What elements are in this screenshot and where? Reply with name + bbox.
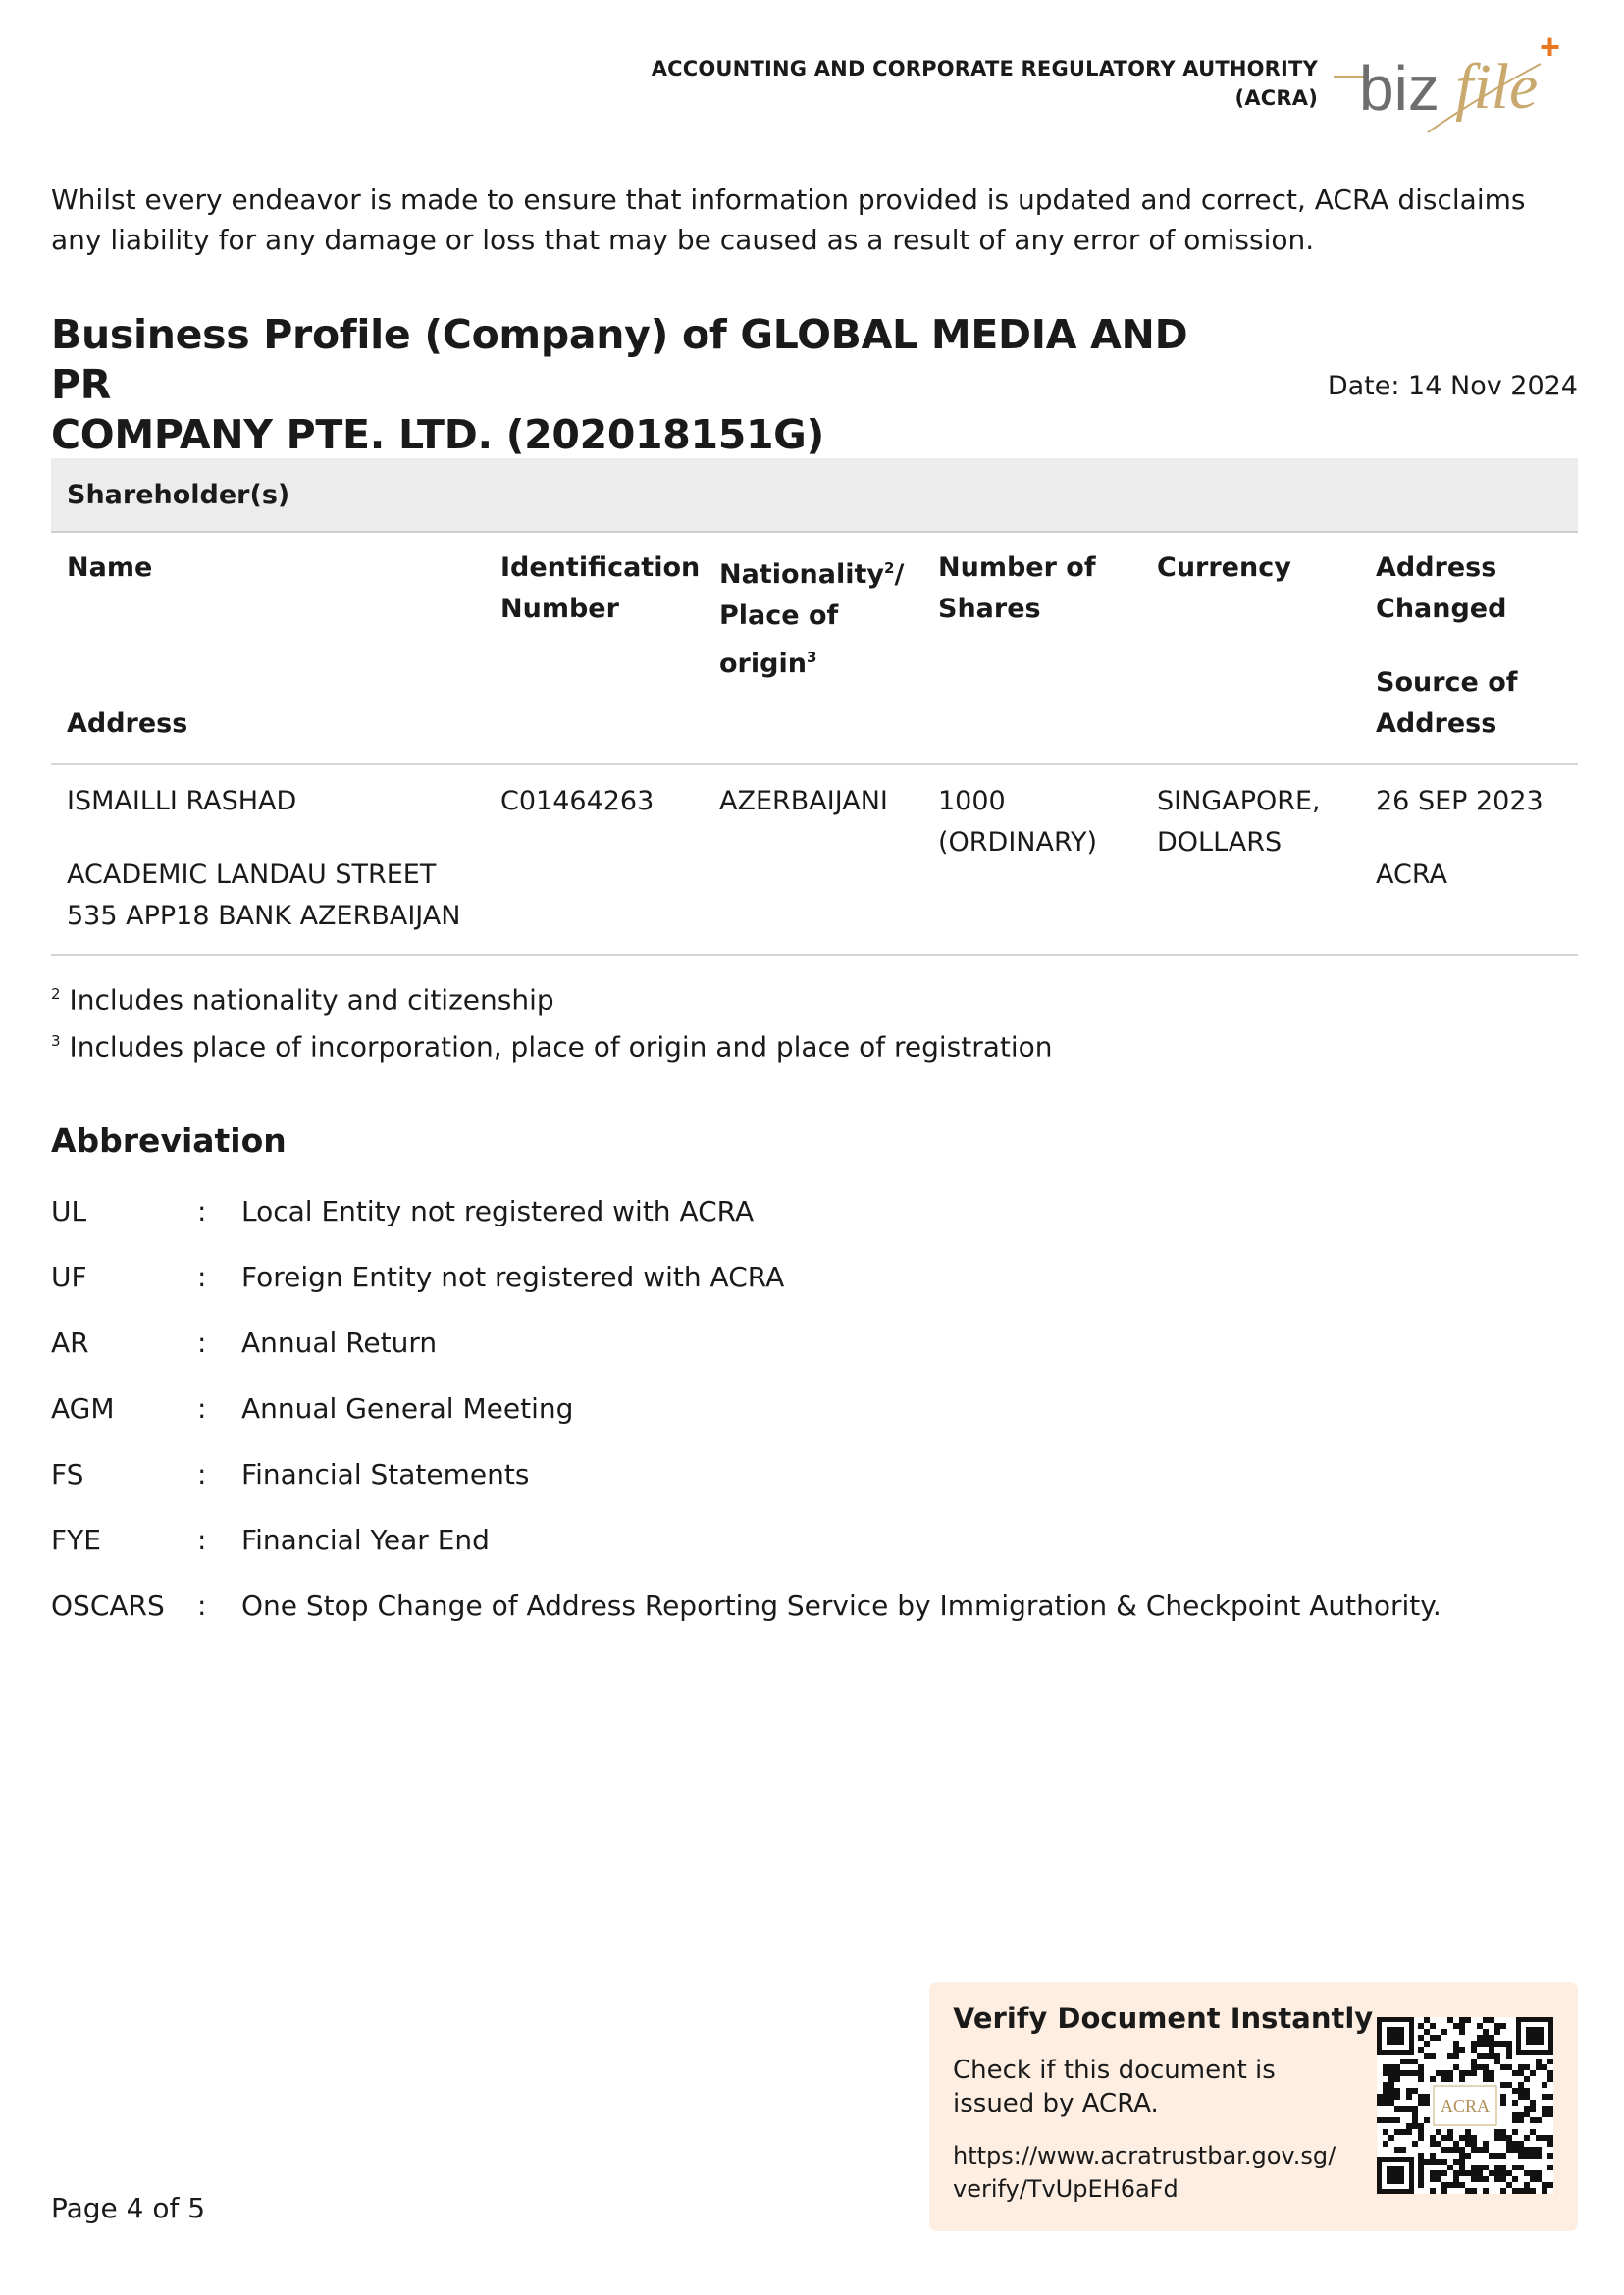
header-source-of-address [1376, 662, 1518, 745]
header-nat-line-3: origin [719, 649, 807, 679]
header-addr-changed-line-1: Address [1376, 552, 1497, 583]
header-nat-line-1: Nationality [719, 559, 884, 590]
authority-name [652, 54, 1318, 113]
abbreviation-code: OSCARS [51, 1590, 165, 1622]
footnote-mark-2: 2 [884, 559, 895, 577]
abbreviation-colon: : [197, 1195, 207, 1227]
header-id-line-2: Number [500, 594, 619, 624]
abbreviation-description: Local Entity not registered with ACRA [241, 1195, 755, 1227]
abbreviation-description: Annual General Meeting [241, 1392, 574, 1425]
shareholder-address-line-1: ACADEMIC LANDAU STREET [67, 860, 437, 890]
shareholder-currency [1157, 781, 1321, 863]
title-line-2: COMPANY PTE. LTD. (202018151G) [51, 411, 824, 458]
shareholder-currency-line-2: DOLLARS [1157, 827, 1283, 858]
verify-title: Verify Document Instantly [953, 2002, 1374, 2035]
page-number: Page 4 of 5 [51, 2192, 206, 2224]
footnote-2-text: Includes nationality and citizenship [69, 983, 554, 1017]
abbreviation-colon: : [197, 1392, 207, 1425]
shareholder-address-line-2: 535 APP18 BANK AZERBAIJAN [67, 901, 461, 931]
shareholder-address [67, 855, 460, 937]
abbreviation-code: FYE [51, 1524, 101, 1556]
abbreviation-code: FS [51, 1458, 84, 1490]
header-id-line-1: Identification [500, 552, 701, 583]
header-source-line-1: Source of [1376, 667, 1518, 698]
shareholder-currency-line-1: SINGAPORE, [1157, 786, 1321, 816]
header-addr-changed-line-2: Changed [1376, 594, 1507, 624]
header-nat-slash: / [894, 559, 905, 590]
header-currency: Currency [1157, 552, 1291, 583]
shareholder-id-number: C01464263 [500, 786, 655, 816]
verify-url-link[interactable]: https://www.acratrustbar.gov.sg/verify/TvUpEH6aFd [953, 2142, 1336, 2203]
abbreviation-code: AGM [51, 1392, 115, 1425]
abbreviation-colon: : [197, 1458, 207, 1490]
footnote-mark-3: 3 [806, 649, 817, 666]
footnote-3-mark: 3 [51, 1032, 61, 1051]
authority-line-2: (ACRA) [1234, 86, 1318, 110]
svg-text:file: file [1455, 51, 1539, 123]
footnote-2-mark: 2 [51, 985, 61, 1003]
shareholder-shares-line-1: 1000 [938, 786, 1006, 816]
verify-document-panel [929, 1982, 1578, 2231]
authority-line-1: ACCOUNTING AND CORPORATE REGULATORY AUTHORITY [651, 57, 1318, 80]
header-shares-line-1: Number of [938, 552, 1096, 583]
footnote-3-text: Includes place of incorporation, place of origin and place of registration [69, 1030, 1053, 1064]
abbreviation-description: Financial Statements [241, 1458, 530, 1490]
header-identification-number [500, 548, 700, 630]
bizfile-logo [1330, 29, 1565, 137]
abbreviation-code: AR [51, 1327, 89, 1359]
header-address-changed [1376, 548, 1506, 630]
abbreviation-description: Foreign Entity not registered with ACRA [241, 1261, 785, 1293]
footnote-2 [51, 973, 1053, 1020]
header-source-line-2: Address [1376, 708, 1497, 739]
qr-badge-text: ACRA [1440, 2096, 1491, 2115]
shareholder-shares [938, 781, 1097, 863]
footnote-3 [51, 1020, 1053, 1068]
title-line-1: Business Profile (Company) of GLOBAL MEDIA AND PR [51, 311, 1188, 408]
header-number-of-shares [938, 548, 1096, 630]
abbreviation-description: One Stop Change of Address Reporting Service by Immigration & Checkpoint Authority. [241, 1590, 1441, 1622]
footnotes [51, 973, 1053, 1069]
table-bottom-divider [51, 954, 1578, 956]
abbreviation-colon: : [197, 1327, 207, 1359]
shareholder-name: ISMAILLI RASHAD [67, 786, 297, 816]
document-date: Date: 14 Nov 2024 [1327, 371, 1578, 401]
svg-text:biz: biz [1359, 53, 1440, 124]
shareholders-section-title: Shareholder(s) [51, 458, 1578, 533]
abbreviation-colon: : [197, 1524, 207, 1556]
abbreviation-description: Financial Year End [241, 1524, 490, 1556]
header-shares-line-2: Shares [938, 594, 1041, 624]
header-nat-line-2: Place of [719, 600, 839, 631]
header-name: Name [67, 552, 153, 583]
abbreviation-colon: : [197, 1590, 207, 1622]
shareholder-shares-line-2: (ORDINARY) [938, 827, 1098, 858]
shareholder-address-changed: 26 SEP 2023 [1376, 786, 1544, 816]
shareholder-source-of-address: ACRA [1376, 860, 1447, 890]
abbreviation-colon: : [197, 1261, 207, 1293]
qr-code-icon[interactable] [1377, 2017, 1553, 2194]
abbreviation-title: Abbreviation [51, 1121, 287, 1160]
header-address: Address [67, 708, 188, 739]
abbreviation-description: Annual Return [241, 1327, 438, 1359]
svg-text:+: + [1540, 29, 1561, 67]
page-title [51, 310, 1258, 460]
page-header [652, 29, 1565, 137]
shareholders-section [51, 458, 1578, 931]
abbreviation-code: UL [51, 1195, 87, 1227]
header-nationality [719, 548, 904, 685]
disclaimer-text: Whilst every endeavor is made to ensure that information provided is updated and correct, ACRA disclaims any liability for any damage or loss that may be caused as a result of any error of omission. [51, 183, 1526, 256]
verify-description: Check if this document is issued by ACRA. [953, 2056, 1276, 2118]
header-divider [51, 763, 1578, 765]
abbreviation-code: UF [51, 1261, 87, 1293]
shareholder-nationality: AZERBAIJANI [719, 786, 888, 816]
